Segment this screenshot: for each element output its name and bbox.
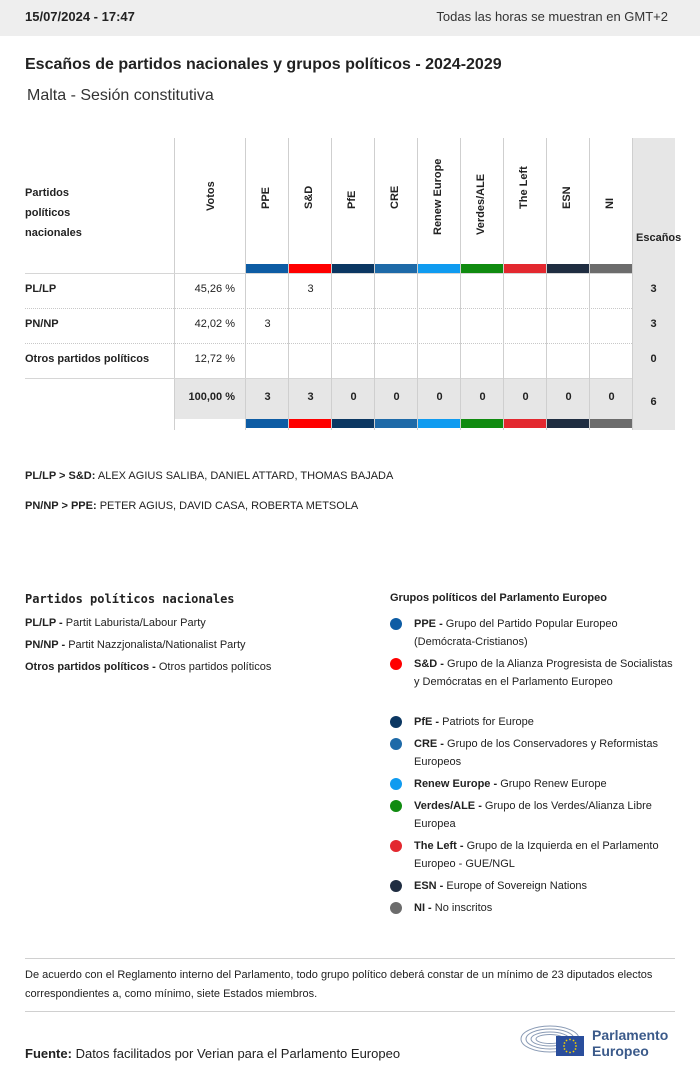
parliament-logo bbox=[520, 1022, 680, 1062]
seat-cell: 3 bbox=[307, 283, 314, 295]
grid-line bbox=[25, 378, 632, 379]
party-row-label: PN/NP bbox=[25, 318, 59, 330]
group-color-bar bbox=[461, 419, 503, 428]
group-color-bar bbox=[418, 264, 460, 273]
seats-column-header: Escaños bbox=[636, 232, 682, 244]
national-legend-title: Partidos políticos nacionales bbox=[25, 592, 235, 606]
group-column-header: PfE bbox=[346, 190, 358, 209]
group-total-cell: 0 bbox=[436, 391, 443, 403]
group-legend-item: PfE - Patriots for Europe bbox=[390, 713, 680, 731]
group-color-dot-icon bbox=[390, 778, 402, 790]
seats-total-cell: 0 bbox=[650, 353, 657, 365]
national-legend-item: Otros partidos políticos - Otros partidos políticos bbox=[25, 661, 272, 673]
page-title: Escaños de partidos nacionales y grupos políticos - 2024-2029 bbox=[25, 56, 502, 73]
group-color-dot-icon bbox=[390, 658, 402, 670]
group-legend-item: S&D - Grupo de la Alianza Progresista de Socialistas y Demócratas en el Parlamento Europeo bbox=[390, 655, 680, 691]
national-legend-item: PL/LP - Partit Laburista/Labour Party bbox=[25, 617, 206, 629]
seats-total-cell: 3 bbox=[650, 283, 657, 295]
group-color-bar bbox=[375, 264, 417, 273]
seats-table bbox=[25, 138, 682, 430]
group-color-dot-icon bbox=[390, 840, 402, 852]
grid-line bbox=[25, 308, 632, 309]
group-column-header: S&D bbox=[303, 185, 315, 209]
group-legend-item: Verdes/ALE - Grupo de los Verdes/Alianza Libre Europea bbox=[390, 797, 680, 833]
group-color-dot-icon bbox=[390, 716, 402, 728]
datetime: 15/07/2024 - 17:47 bbox=[25, 9, 135, 24]
group-total-cell: 3 bbox=[264, 391, 271, 403]
group-color-bar bbox=[547, 419, 589, 428]
mep-list-pn: PN/NP > PPE: PETER AGIUS, DAVID CASA, ROBERTA METSOLA bbox=[25, 500, 359, 512]
party-row-label: Otros partidos políticos bbox=[25, 353, 150, 365]
group-color-bar bbox=[590, 419, 632, 428]
national-legend-item: PN/NP - Partit Nazzjonalista/Nationalist Party bbox=[25, 639, 246, 651]
group-color-bar bbox=[246, 419, 288, 428]
group-total-cell: 3 bbox=[307, 391, 314, 403]
page-subtitle: Malta - Sesión constitutiva bbox=[27, 87, 214, 104]
group-color-bar bbox=[547, 264, 589, 273]
group-legend-item: PPE - Grupo del Partido Popular Europeo (Demócrata-Cristianos) bbox=[390, 615, 680, 651]
group-color-dot-icon bbox=[390, 902, 402, 914]
mep-list-pl: PL/LP > S&D: ALEX AGIUS SALIBA, DANIEL ATTARD, THOMAS BAJADA bbox=[25, 470, 394, 482]
group-legend-item: NI - No inscritos bbox=[390, 899, 680, 917]
group-column-header: Renew Europe bbox=[432, 158, 444, 235]
logo-line-1: Parlamento bbox=[592, 1027, 669, 1043]
group-color-bar bbox=[332, 419, 374, 428]
group-color-bar bbox=[289, 419, 331, 428]
grid-line bbox=[25, 343, 632, 344]
grand-total-seats: 6 bbox=[650, 396, 657, 408]
group-color-bar bbox=[289, 264, 331, 273]
group-color-dot-icon bbox=[390, 618, 402, 630]
group-color-dot-icon bbox=[390, 800, 402, 812]
group-color-bar bbox=[590, 264, 632, 273]
top-bar bbox=[0, 0, 700, 36]
group-color-dot-icon bbox=[390, 880, 402, 892]
votes-total-cell: 100,00 % bbox=[188, 391, 235, 403]
group-color-bar bbox=[418, 419, 460, 428]
group-column-header: The Left bbox=[518, 166, 530, 209]
groups-legend-title: Grupos políticos del Parlamento Europeo bbox=[390, 592, 607, 604]
group-color-bar bbox=[246, 264, 288, 273]
group-color-bar bbox=[375, 419, 417, 428]
group-color-bar bbox=[332, 264, 374, 273]
group-total-cell: 0 bbox=[608, 391, 615, 403]
group-column-header: ESN bbox=[561, 186, 573, 209]
seat-cell: 3 bbox=[264, 318, 271, 330]
group-color-dot-icon bbox=[390, 738, 402, 750]
group-total-cell: 0 bbox=[350, 391, 357, 403]
divider bbox=[25, 1011, 675, 1012]
group-color-bar bbox=[504, 264, 546, 273]
seats-total-cell: 3 bbox=[650, 318, 657, 330]
party-row-label: PL/LP bbox=[25, 283, 57, 295]
group-total-cell: 0 bbox=[479, 391, 486, 403]
timezone-note: Todas las horas se muestran en GMT+2 bbox=[436, 9, 668, 24]
parliament-emblem-icon bbox=[520, 1022, 586, 1058]
votes-cell: 42,02 % bbox=[194, 318, 235, 330]
group-total-cell: 0 bbox=[393, 391, 400, 403]
group-color-bar bbox=[504, 419, 546, 428]
group-legend-item: CRE - Grupo de los Conservadores y Reformistas Europeos bbox=[390, 735, 680, 771]
group-column-header: CRE bbox=[389, 185, 401, 209]
votes-cell: 45,26 % bbox=[194, 283, 235, 295]
grid-line bbox=[25, 273, 632, 274]
group-legend-item: Renew Europe - Grupo Renew Europe bbox=[390, 775, 680, 793]
divider bbox=[25, 958, 675, 959]
party-column-header: Partidos políticos nacionales bbox=[25, 187, 82, 239]
votes-cell: 12,72 % bbox=[194, 353, 235, 365]
votes-column-header: Votos bbox=[205, 181, 217, 211]
source-line: Fuente: Datos facilitados por Verian para el Parlamento Europeo bbox=[25, 1046, 401, 1061]
logo-line-2: Europeo bbox=[592, 1043, 649, 1059]
group-column-header: PPE bbox=[260, 186, 272, 209]
group-total-cell: 0 bbox=[565, 391, 572, 403]
group-total-cell: 0 bbox=[522, 391, 529, 403]
group-column-header: NI bbox=[604, 198, 616, 209]
group-legend-item: ESN - Europe of Sovereign Nations bbox=[390, 877, 680, 895]
group-column-header: Verdes/ALE bbox=[475, 173, 487, 235]
rules-note: De acuerdo con el Reglamento interno del Parlamento, todo grupo político deberá constar de un mínimo de 23 diputados electos correspondientes a, como mínimo, siete Estados miembros. bbox=[25, 969, 653, 1000]
group-color-bar bbox=[461, 264, 503, 273]
group-legend-item: The Left - Grupo de la Izquierda en el Parlamento Europeo - GUE/NGL bbox=[390, 837, 680, 873]
